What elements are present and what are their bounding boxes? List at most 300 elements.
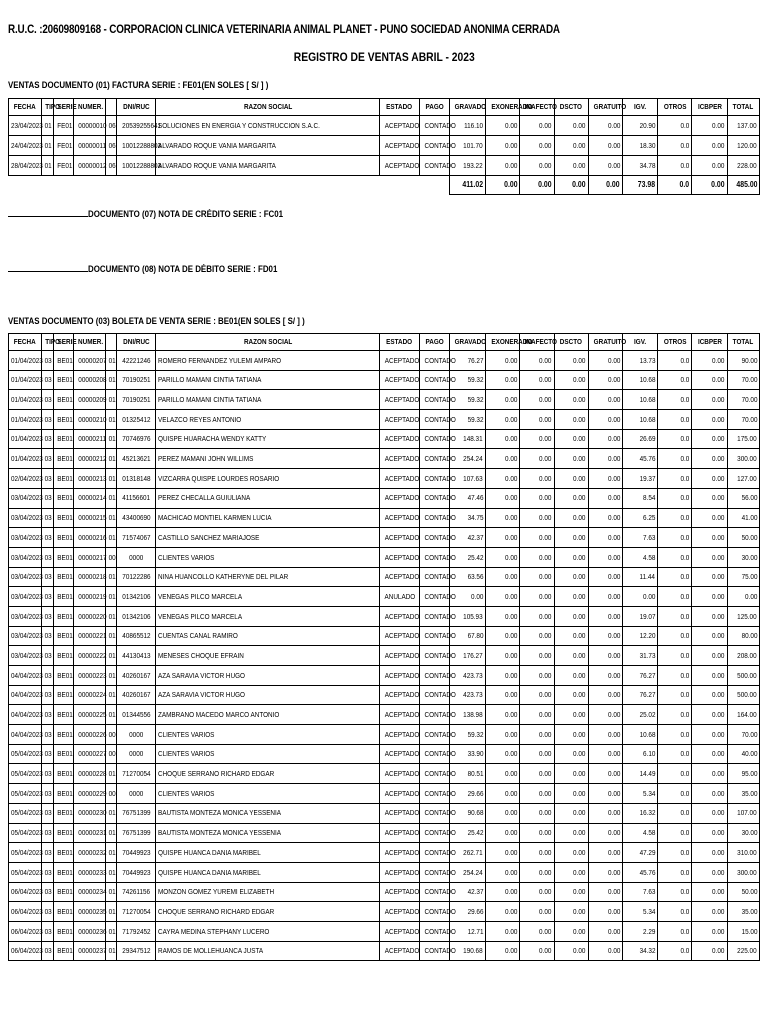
cell-otros <box>658 921 692 941</box>
cell-pago-text: CONTADO <box>424 473 456 483</box>
cell-doc-type <box>106 116 116 136</box>
cell-doc-type <box>106 429 116 449</box>
cell-doc-type-text: 01 <box>109 493 117 503</box>
cell-inafecto <box>520 626 554 646</box>
cell-total <box>727 705 759 725</box>
cell-estado-text: ACEPTADO <box>385 532 420 542</box>
cell-fecha <box>9 469 42 489</box>
cell-icbper <box>692 803 727 823</box>
cell-exonerado <box>486 626 520 646</box>
cell-total-text: 90.00 <box>741 355 757 365</box>
cell-dscto <box>554 862 588 882</box>
cell-total-text: 137.00 <box>737 120 757 130</box>
cell-exonerado-text: 0.00 <box>504 414 518 424</box>
column-header-total-text: TOTAL <box>733 337 754 347</box>
cell-numero <box>74 882 106 902</box>
cell-exonerado-text: 0.00 <box>504 591 518 601</box>
cell-gravado-text: 80.51 <box>467 769 484 779</box>
cell-gratuito <box>588 862 622 882</box>
cell-inafecto-text: 0.00 <box>539 710 552 720</box>
cell-exonerado <box>486 606 520 626</box>
cell-numero-text: 00000235 <box>78 906 107 916</box>
cell-estado-text: ACEPTADO <box>385 375 420 385</box>
cell-exonerado-text: 0.00 <box>504 788 518 798</box>
cell-pago-text: CONTADO <box>424 140 456 150</box>
cell-dni-ruc-text: 42221246 <box>121 355 151 365</box>
cell-total-text: 70.00 <box>741 414 757 424</box>
cell-total <box>727 390 759 410</box>
cell-igv <box>622 784 657 804</box>
cell-numero-text: 00000214 <box>78 493 107 503</box>
cell-total <box>727 862 759 882</box>
cell-exonerado <box>486 725 520 745</box>
cell-gratuito-text: 0.00 <box>607 828 620 838</box>
cell-estado-text: ACEPTADO <box>385 493 420 503</box>
cell-dscto-text: 0.00 <box>573 395 586 405</box>
column-header-exonerado-text: EXONERADO <box>491 337 533 347</box>
cell-estado <box>380 449 419 469</box>
cell-inafecto-text: 0.00 <box>539 160 552 170</box>
column-header-inafecto-text: INAFECTO <box>524 102 558 112</box>
cell-gratuito <box>588 784 622 804</box>
cell-fecha-text: 03/04/2023 <box>11 611 43 621</box>
cell-otros <box>658 666 692 686</box>
cell-razon-social-text: CHOQUE SERRANO RICHARD EDGAR <box>158 769 275 779</box>
cell-icbper-text: 0.00 <box>712 670 725 680</box>
cell-numero <box>74 469 106 489</box>
cell-pago <box>419 429 456 449</box>
totals-spacer <box>9 176 450 195</box>
cell-igv-text: 47.29 <box>639 847 656 857</box>
cell-total-text: 127.00 <box>737 473 757 483</box>
underline-rule <box>8 262 88 272</box>
cell-estado <box>380 587 419 607</box>
column-header-total <box>727 334 759 351</box>
table-row <box>9 823 760 843</box>
cell-estado <box>380 410 419 430</box>
cell-serie-text: FE01 <box>56 120 73 130</box>
cell-doc-type-text: 01 <box>109 611 117 621</box>
cell-exonerado <box>486 547 520 567</box>
cell-otros-text: 0.0 <box>680 847 690 857</box>
cell-razon-social <box>156 116 380 136</box>
cell-total <box>727 508 759 528</box>
column-header-serie-text: SERIE <box>57 337 77 347</box>
table-row <box>9 449 760 469</box>
cell-dscto-text: 0.00 <box>573 120 586 130</box>
cell-estado <box>380 370 419 390</box>
cell-total-text: 50.00 <box>741 887 757 897</box>
cell-igv-text: 76.27 <box>639 690 656 700</box>
cell-exonerado-text: 0.00 <box>504 690 518 700</box>
cell-igv <box>622 469 657 489</box>
cell-dscto <box>554 941 588 961</box>
cell-igv-text: 19.37 <box>639 473 656 483</box>
cell-gravado-text: 76.27 <box>467 355 484 365</box>
table-header-row <box>9 99 760 116</box>
cell-igv-text: 6.25 <box>642 513 656 523</box>
cell-total <box>727 449 759 469</box>
cell-numero-text: 00000209 <box>78 395 107 405</box>
cell-numero <box>74 528 106 548</box>
cell-razon-social-text: VENEGAS PILCO MARCELA <box>158 591 243 601</box>
cell-fecha-text: 01/04/2023 <box>11 434 43 444</box>
cell-exonerado-text: 0.00 <box>504 572 518 582</box>
cell-pago <box>419 646 456 666</box>
cell-inafecto-text: 0.00 <box>539 926 552 936</box>
cell-igv <box>622 882 657 902</box>
cell-razon-social-text: BAUTISTA MONTEZA MONICA YESSENIA <box>158 808 282 818</box>
cell-igv <box>622 156 657 176</box>
cell-otros <box>658 862 692 882</box>
cell-gravado-text: 254.24 <box>463 454 484 464</box>
cell-razon-social-text: CAYRA MEDINA STEPHANY LUCERO <box>158 926 270 936</box>
column-header-tipo-text: TIPO <box>45 102 61 112</box>
cell-gratuito-text: 0.00 <box>607 160 620 170</box>
cell-fecha-text: 05/04/2023 <box>11 828 43 838</box>
cell-dni-ruc-text: 01342106 <box>121 611 151 621</box>
cell-serie-text: BE01 <box>56 395 73 405</box>
cell-dscto <box>554 351 588 371</box>
cell-pago-text: CONTADO <box>424 513 456 523</box>
cell-numero <box>74 705 106 725</box>
cell-razon-social-text: VELAZCO REYES ANTONIO <box>158 414 242 424</box>
cell-dscto <box>554 156 588 176</box>
total-exonerado-text: 0.00 <box>503 180 518 189</box>
cell-dscto-text: 0.00 <box>573 355 586 365</box>
column-header-estado <box>380 99 419 116</box>
cell-gratuito <box>588 351 622 371</box>
cell-total <box>727 902 759 922</box>
cell-icbper <box>692 626 727 646</box>
cell-tipo-text: 03 <box>44 926 52 936</box>
cell-doc-type <box>106 449 116 469</box>
cell-serie-text: FE01 <box>56 160 73 170</box>
cell-total <box>727 685 759 705</box>
cell-razon-social <box>156 764 380 784</box>
cell-igv <box>622 449 657 469</box>
cell-dscto-text: 0.00 <box>573 611 586 621</box>
cell-tipo-text: 03 <box>44 867 52 877</box>
cell-otros <box>658 528 692 548</box>
cell-dni-ruc-text: 70449923 <box>121 867 151 877</box>
cell-exonerado <box>486 156 520 176</box>
cell-tipo-text: 03 <box>44 631 52 641</box>
cell-doc-type <box>106 136 116 156</box>
cell-estado <box>380 803 419 823</box>
table-row <box>9 508 760 528</box>
cell-doc-type-text: 06 <box>109 140 117 150</box>
cell-doc-type <box>106 587 116 607</box>
cell-inafecto-text: 0.00 <box>539 769 552 779</box>
cell-otros-text: 0.0 <box>680 395 690 405</box>
cell-numero-text: 00000225 <box>78 710 107 720</box>
cell-doc-type-text: 01 <box>109 532 117 542</box>
cell-pago-text: CONTADO <box>424 710 456 720</box>
cell-dni-ruc-text: 0000 <box>128 729 144 739</box>
nota-credito-line <box>8 207 310 219</box>
cell-otros <box>658 823 692 843</box>
boleta-section-title: VENTAS DOCUMENTO (03) BOLETA DE VENTA SERIE : BE01(EN SOLES [ S/ ] ) <box>8 316 305 326</box>
cell-igv <box>622 685 657 705</box>
cell-tipo-text: 03 <box>44 552 52 562</box>
cell-dni-ruc-text: 10012288803 <box>121 140 161 150</box>
cell-fecha-text: 01/04/2023 <box>11 414 43 424</box>
total-inafecto-text: 0.00 <box>538 180 552 189</box>
cell-total-text: 300.00 <box>737 454 757 464</box>
cell-gratuito-text: 0.00 <box>607 552 620 562</box>
cell-doc-type <box>106 351 116 371</box>
cell-icbper-text: 0.00 <box>712 552 725 562</box>
cell-razon-social-text: CLIENTES VARIOS <box>158 729 215 739</box>
cell-numero-text: 00000010 <box>78 120 107 130</box>
cell-igv-text: 34.78 <box>639 160 656 170</box>
cell-dscto <box>554 685 588 705</box>
cell-razon-social <box>156 862 380 882</box>
cell-numero <box>74 587 106 607</box>
cell-inafecto <box>520 685 554 705</box>
cell-dni-ruc-text: 71270054 <box>121 769 151 779</box>
cell-total <box>727 429 759 449</box>
cell-razon-social <box>156 390 380 410</box>
cell-dscto-text: 0.00 <box>573 532 586 542</box>
cell-inafecto <box>520 803 554 823</box>
cell-numero <box>74 567 106 587</box>
column-header-exonerado-text: EXONERADO <box>491 102 533 112</box>
cell-doc-type-text: 01 <box>109 808 117 818</box>
column-header-doc-type <box>106 99 116 116</box>
cell-tipo-text: 01 <box>44 160 52 170</box>
cell-razon-social-text: MENESES CHOQUE EFRAIN <box>158 650 245 660</box>
column-header-otros <box>658 334 692 351</box>
cell-dni-ruc <box>116 508 155 528</box>
cell-numero <box>74 764 106 784</box>
cell-dni-ruc <box>116 567 155 587</box>
cell-doc-type-text: 01 <box>109 631 117 641</box>
cell-fecha-text: 06/04/2023 <box>11 887 43 897</box>
cell-numero <box>74 606 106 626</box>
cell-serie <box>53 410 74 430</box>
cell-razon-social-text: NINA HUANCOLLO KATHERYNE DEL PILAR <box>158 572 289 582</box>
cell-gratuito-text: 0.00 <box>607 395 620 405</box>
cell-gratuito <box>588 587 622 607</box>
cell-tipo-text: 03 <box>44 729 52 739</box>
cell-icbper-text: 0.00 <box>712 454 725 464</box>
column-header-fecha-text: FECHA <box>14 337 37 347</box>
cell-exonerado <box>486 567 520 587</box>
cell-estado-text: ACEPTADO <box>385 434 420 444</box>
cell-icbper-text: 0.00 <box>712 572 725 582</box>
cell-total-text: 70.00 <box>741 395 757 405</box>
cell-dni-ruc <box>116 843 155 863</box>
cell-inafecto-text: 0.00 <box>539 375 552 385</box>
column-header-numero <box>74 334 106 351</box>
cell-tipo <box>42 685 53 705</box>
cell-dscto-text: 0.00 <box>573 749 586 759</box>
cell-pago-text: CONTADO <box>424 670 456 680</box>
cell-numero-text: 00000215 <box>78 513 107 523</box>
cell-tipo <box>42 449 53 469</box>
cell-serie-text: BE01 <box>56 847 73 857</box>
cell-exonerado <box>486 370 520 390</box>
cell-gravado-text: 176.27 <box>463 650 484 660</box>
cell-igv-text: 4.58 <box>642 828 656 838</box>
cell-icbper-text: 0.00 <box>712 414 725 424</box>
cell-estado <box>380 744 419 764</box>
cell-estado-text: ACEPTADO <box>385 355 420 365</box>
cell-dscto-text: 0.00 <box>573 808 586 818</box>
column-header-dni-ruc <box>116 334 155 351</box>
cell-icbper <box>692 508 727 528</box>
cell-fecha <box>9 370 42 390</box>
cell-inafecto-text: 0.00 <box>539 867 552 877</box>
cell-estado <box>380 136 419 156</box>
cell-estado <box>380 685 419 705</box>
cell-pago-text: CONTADO <box>424 395 456 405</box>
cell-igv-text: 5.34 <box>642 788 656 798</box>
cell-estado-text: ACEPTADO <box>385 847 420 857</box>
cell-gravado-text: 33.90 <box>467 749 484 759</box>
cell-estado-text: ACEPTADO <box>385 769 420 779</box>
cell-dni-ruc-text: 70122286 <box>121 572 151 582</box>
cell-razon-social-text: ALVARADO ROQUE VANIA MARGARITA <box>158 140 277 150</box>
cell-fecha-text: 05/04/2023 <box>11 847 43 857</box>
cell-inafecto-text: 0.00 <box>539 670 552 680</box>
cell-serie-text: BE01 <box>56 611 73 621</box>
cell-doc-type <box>106 469 116 489</box>
cell-exonerado <box>486 705 520 725</box>
cell-gratuito-text: 0.00 <box>607 710 620 720</box>
cell-gratuito-text: 0.00 <box>607 906 620 916</box>
cell-dscto-text: 0.00 <box>573 434 586 444</box>
cell-dni-ruc <box>116 351 155 371</box>
cell-razon-social <box>156 469 380 489</box>
cell-dni-ruc <box>116 410 155 430</box>
cell-gratuito-text: 0.00 <box>607 926 620 936</box>
cell-igv <box>622 705 657 725</box>
cell-pago-text: CONTADO <box>424 867 456 877</box>
cell-icbper <box>692 666 727 686</box>
cell-razon-social-text: VIZCARRA QUISPE LOURDES ROSARIO <box>158 473 280 483</box>
cell-gravado-text: 107.63 <box>463 473 484 483</box>
cell-razon-social-text: CASTILLO SANCHEZ MARIAJOSE <box>158 532 260 542</box>
cell-razon-social <box>156 606 380 626</box>
cell-otros <box>658 116 692 136</box>
cell-doc-type <box>106 567 116 587</box>
cell-pago <box>419 685 456 705</box>
cell-exonerado-text: 0.00 <box>504 946 518 956</box>
cell-inafecto <box>520 862 554 882</box>
cell-icbper-text: 0.00 <box>712 120 725 130</box>
cell-igv-text: 8.54 <box>642 493 656 503</box>
cell-exonerado-text: 0.00 <box>504 670 518 680</box>
cell-otros <box>658 156 692 176</box>
cell-dscto <box>554 764 588 784</box>
cell-dscto-text: 0.00 <box>573 690 586 700</box>
cell-estado <box>380 508 419 528</box>
cell-igv <box>622 823 657 843</box>
cell-exonerado-text: 0.00 <box>504 375 518 385</box>
cell-pago-text: CONTADO <box>424 690 456 700</box>
cell-fecha <box>9 784 42 804</box>
cell-icbper-text: 0.00 <box>712 434 725 444</box>
cell-exonerado <box>486 666 520 686</box>
cell-fecha-text: 05/04/2023 <box>11 769 43 779</box>
cell-dscto <box>554 567 588 587</box>
cell-fecha-text: 24/04/2023 <box>11 140 43 150</box>
cell-total <box>727 941 759 961</box>
cell-fecha <box>9 626 42 646</box>
cell-serie <box>53 705 74 725</box>
cell-otros-text: 0.0 <box>680 454 690 464</box>
cell-pago-text: CONTADO <box>424 729 456 739</box>
total-igv-text: 73.98 <box>637 180 656 189</box>
cell-tipo <box>42 156 53 176</box>
cell-igv <box>622 410 657 430</box>
cell-gravado-text: 25.42 <box>467 828 484 838</box>
cell-inafecto <box>520 843 554 863</box>
cell-igv-text: 12.20 <box>639 631 656 641</box>
column-header-total-text: TOTAL <box>733 102 754 112</box>
cell-serie-text: BE01 <box>56 434 73 444</box>
cell-igv <box>622 370 657 390</box>
cell-total <box>727 764 759 784</box>
cell-gratuito-text: 0.00 <box>607 670 620 680</box>
cell-icbper-text: 0.00 <box>712 828 725 838</box>
cell-total-text: 164.00 <box>737 710 757 720</box>
column-header-doc-type <box>106 334 116 351</box>
cell-inafecto <box>520 606 554 626</box>
cell-inafecto <box>520 488 554 508</box>
cell-gratuito <box>588 156 622 176</box>
cell-estado-text: ACEPTADO <box>385 414 420 424</box>
cell-total <box>727 410 759 430</box>
cell-dni-ruc <box>116 725 155 745</box>
cell-fecha-text: 28/04/2023 <box>11 160 43 170</box>
cell-dni-ruc-text: 41156601 <box>122 493 150 503</box>
cell-fecha <box>9 862 42 882</box>
cell-otros-text: 0.0 <box>680 493 690 503</box>
cell-serie-text: BE01 <box>56 650 73 660</box>
column-header-inafecto <box>520 99 558 116</box>
column-header-total <box>727 99 759 116</box>
cell-dni-ruc-text: 40260167 <box>121 670 151 680</box>
cell-total-text: 0.00 <box>744 591 757 601</box>
column-header-igv <box>622 99 657 116</box>
cell-gratuito-text: 0.00 <box>607 611 620 621</box>
cell-dni-ruc <box>116 449 155 469</box>
cell-estado-text: ACEPTADO <box>385 160 420 170</box>
cell-gravado-text: 67.80 <box>467 631 484 641</box>
cell-serie <box>53 823 74 843</box>
cell-dscto <box>554 921 588 941</box>
cell-tipo-text: 03 <box>44 395 52 405</box>
cell-icbper-text: 0.00 <box>712 729 725 739</box>
cell-pago-text: CONTADO <box>424 847 456 857</box>
table-row <box>9 862 760 882</box>
cell-otros-text: 0.0 <box>680 749 690 759</box>
cell-pago-text: CONTADO <box>424 926 456 936</box>
cell-pago <box>419 370 456 390</box>
cell-razon-social <box>156 508 380 528</box>
cell-total <box>727 351 759 371</box>
cell-pago-text: CONTADO <box>424 532 456 542</box>
cell-gratuito-text: 0.00 <box>607 473 620 483</box>
cell-dscto <box>554 429 588 449</box>
cell-numero-text: 00000210 <box>78 414 107 424</box>
cell-tipo-text: 03 <box>44 414 52 424</box>
cell-total <box>727 488 759 508</box>
